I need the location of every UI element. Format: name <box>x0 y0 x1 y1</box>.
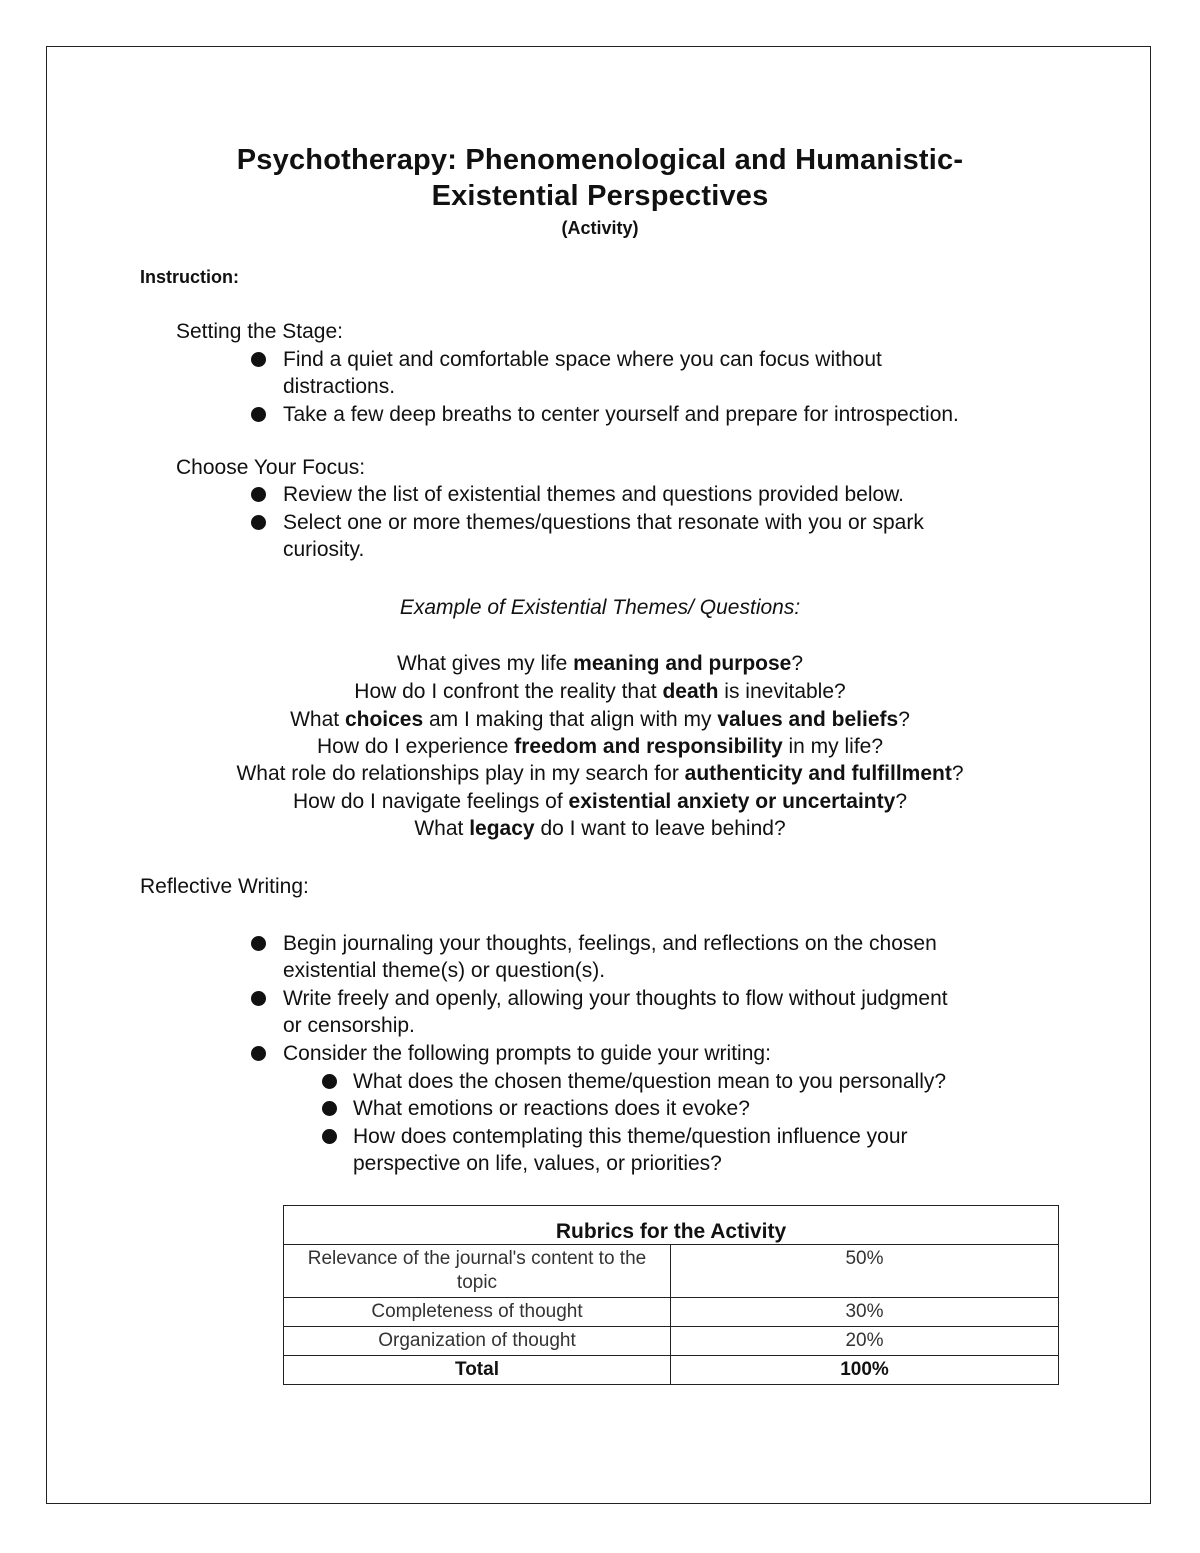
reflective-bullet-2-line-2: or censorship. <box>283 1014 415 1037</box>
table-row <box>284 1327 1059 1356</box>
reflective-sub-bullet-3-line-2: perspective on life, values, or priorities? <box>353 1152 722 1175</box>
reflective-sub-bullet-2: What emotions or reactions does it evoke? <box>353 1097 750 1120</box>
examples-heading: Example of Existential Themes/ Questions: <box>399 596 801 619</box>
setting-stage-bullet-2: Take a few deep breaths to center yourself and prepare for introspection. <box>283 403 959 426</box>
bullet-icon <box>251 487 266 502</box>
choose-focus-heading: Choose Your Focus: <box>176 456 366 479</box>
document-title-line-1: Psychotherapy: Phenomenological and Humanistic- <box>236 144 964 176</box>
rubric-criterion: Relevance of the journal's content to the topic <box>284 1245 671 1298</box>
rubric-criterion: Organization of thought <box>284 1327 671 1356</box>
reflective-sub-bullet-1: What does the chosen theme/question mean to you personally? <box>353 1070 947 1093</box>
rubric-weight: 50% <box>671 1245 1059 1298</box>
example-question-5: What role do relationships play in my search for authenticity and fulfillment? <box>236 762 964 785</box>
rubric-criterion: Completeness of thought <box>284 1298 671 1327</box>
reflective-sub-bullet-3-line-1: How does contemplating this theme/question influence your <box>353 1125 908 1148</box>
choose-focus-bullet-2-line-1: Select one or more themes/questions that resonate with you or spark <box>283 511 924 534</box>
rubric-weight: 30% <box>671 1298 1059 1327</box>
rubric-title: Rubrics for the Activity <box>284 1206 1059 1245</box>
reflective-writing-heading: Reflective Writing: <box>140 875 309 898</box>
bullet-icon <box>251 407 266 422</box>
setting-stage-heading: Setting the Stage: <box>176 320 343 343</box>
setting-stage-bullet-1-line-2: distractions. <box>283 375 396 398</box>
example-question-4: How do I experience freedom and responsibility in my life? <box>316 735 884 758</box>
bullet-icon <box>322 1129 337 1144</box>
bullet-icon <box>322 1074 337 1089</box>
document-title-line-2: Existential Perspectives <box>431 180 769 212</box>
reflective-bullet-1-line-1: Begin journaling your thoughts, feelings, and reflections on the chosen <box>283 932 937 955</box>
bullet-icon <box>251 352 266 367</box>
setting-stage-bullet-1-line-1: Find a quiet and comfortable space where you can focus without <box>283 348 882 371</box>
bullet-icon <box>251 515 266 530</box>
reflective-bullet-1-line-2: existential theme(s) or question(s). <box>283 959 606 982</box>
table-row <box>284 1298 1059 1327</box>
reflective-bullet-3: Consider the following prompts to guide your writing: <box>283 1042 771 1065</box>
rubric-table <box>283 1205 1059 1385</box>
bullet-icon <box>322 1101 337 1116</box>
reflective-bullet-2-line-1: Write freely and openly, allowing your thoughts to flow without judgment <box>283 987 948 1010</box>
choose-focus-bullet-1: Review the list of existential themes and questions provided below. <box>283 483 905 506</box>
table-row <box>284 1245 1059 1298</box>
rubric-weight: 20% <box>671 1327 1059 1356</box>
instruction-label: Instruction: <box>140 267 239 287</box>
bullet-icon <box>251 936 266 951</box>
example-question-1: What gives my life meaning and purpose? <box>396 652 804 675</box>
example-question-6: How do I navigate feelings of existential anxiety or uncertainty? <box>293 790 907 813</box>
example-question-7: What legacy do I want to leave behind? <box>414 817 786 840</box>
document-subtitle: (Activity) <box>561 218 639 238</box>
rubric-total-label: Total <box>284 1356 671 1385</box>
bullet-icon <box>251 991 266 1006</box>
example-question-3: What choices am I making that align with my values and beliefs? <box>290 708 910 731</box>
rubric-total-row <box>284 1356 1059 1385</box>
choose-focus-bullet-2-line-2: curiosity. <box>283 538 365 561</box>
example-question-2: How do I confront the reality that death is inevitable? <box>354 680 846 703</box>
bullet-icon <box>251 1046 266 1061</box>
rubric-title-row <box>284 1206 1059 1245</box>
rubric-total-value: 100% <box>671 1356 1059 1385</box>
